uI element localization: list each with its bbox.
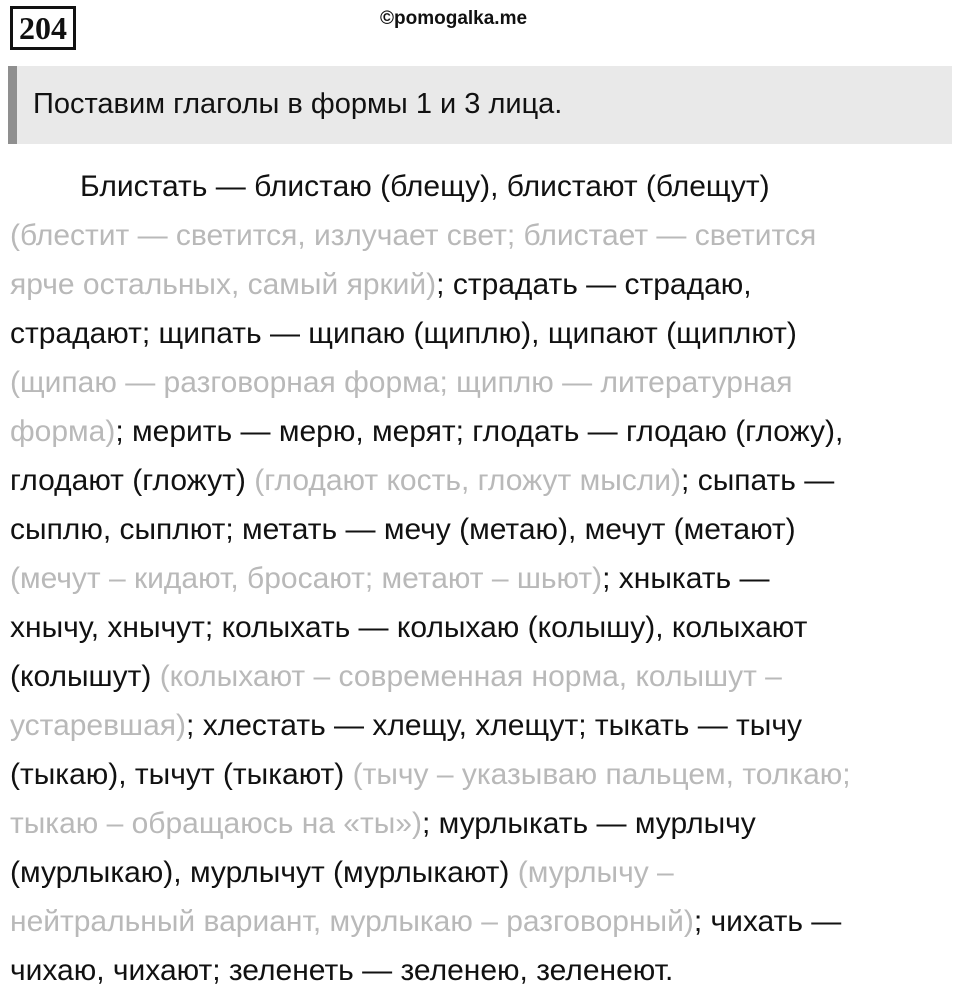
answer-line bbox=[10, 456, 950, 505]
verb-forms: ; хныкать — bbox=[602, 562, 770, 595]
explanation-note: (глодают кость, гложут мысли) bbox=[254, 464, 682, 497]
answer-line bbox=[10, 162, 950, 211]
explanation-note: устаревшая) bbox=[10, 709, 187, 742]
answer-line bbox=[10, 260, 950, 309]
answer-line bbox=[10, 358, 950, 407]
answer-line bbox=[10, 407, 950, 456]
answer-line bbox=[10, 603, 950, 652]
exercise-number: 204 bbox=[10, 6, 76, 50]
verb-forms: ; страдать — страдаю, bbox=[436, 268, 752, 301]
verb-forms: ; мурлыкать — мурлычу bbox=[421, 807, 756, 840]
explanation-note: ярче остальных, самый яркий) bbox=[10, 268, 437, 301]
explanation-note: (мечут – кидают, бросают; метают – шьют) bbox=[10, 562, 603, 595]
verb-forms: чихаю, чихают; зеленеть — зеленею, зеленеют. bbox=[10, 954, 674, 987]
explanation-note: тыкаю – обращаюсь на «ты») bbox=[10, 807, 422, 840]
site-watermark: ©pomogalka.me bbox=[380, 8, 528, 29]
answer-line bbox=[10, 799, 950, 848]
answer-line bbox=[10, 309, 950, 358]
explanation-note: нейтральный вариант, мурлыкаю – разговорный) bbox=[10, 905, 694, 938]
verb-forms: ; чихать — bbox=[693, 905, 842, 938]
verb-forms: хнычу, хнычут; колыхать — колыхаю (колышу), колыхают bbox=[10, 611, 808, 644]
explanation-note: (тычу – указываю пальцем, толкаю; bbox=[352, 758, 851, 791]
answer-line bbox=[10, 505, 950, 554]
verb-forms: ; хлестать — хлещу, хлещут; тыкать — тычу bbox=[186, 709, 802, 742]
explanation-note: (колыхают – современная норма, колышут – bbox=[159, 660, 782, 693]
answer-line bbox=[10, 897, 950, 946]
answer-line bbox=[10, 701, 950, 750]
answer-line bbox=[10, 211, 950, 260]
verb-forms: (мурлыкаю), мурлычут (мурлыкают) bbox=[10, 856, 518, 889]
explanation-note: форма) bbox=[10, 415, 116, 448]
verb-forms: (тыкаю), тычут (тыкают) bbox=[10, 758, 353, 791]
answer-line bbox=[10, 554, 950, 603]
verb-forms: ; сыпать — bbox=[681, 464, 835, 497]
verb-forms: сыплю, сыплют; метать — мечу (метаю), мечут (метают) bbox=[10, 513, 796, 546]
task-text: Поставим глаголы в формы 1 и 3 лица. bbox=[33, 88, 563, 120]
answer-line bbox=[10, 946, 950, 995]
explanation-note: (блестит — светится, излучает свет; блистает — светится bbox=[10, 219, 817, 252]
verb-forms: ; мерить — мерю, мерят; глодать — глодаю (гложу), bbox=[115, 415, 844, 448]
verb-forms: (колышут) bbox=[10, 660, 160, 693]
verb-forms: страдают; щипать — щипаю (щиплю), щипают (щиплют) bbox=[10, 317, 797, 350]
explanation-note: (щипаю — разговорная форма; щиплю — литературная bbox=[10, 366, 793, 399]
verb-forms: Блистать — блистаю (блещу), блистают (блещут) bbox=[80, 170, 770, 203]
task-statement bbox=[8, 66, 952, 144]
answer-line bbox=[10, 652, 950, 701]
verb-forms: глодают (гложут) bbox=[10, 464, 255, 497]
answer-paragraph bbox=[10, 162, 950, 995]
explanation-note: (мурлычу – bbox=[517, 856, 674, 889]
answer-line bbox=[10, 750, 950, 799]
answer-line bbox=[10, 848, 950, 897]
